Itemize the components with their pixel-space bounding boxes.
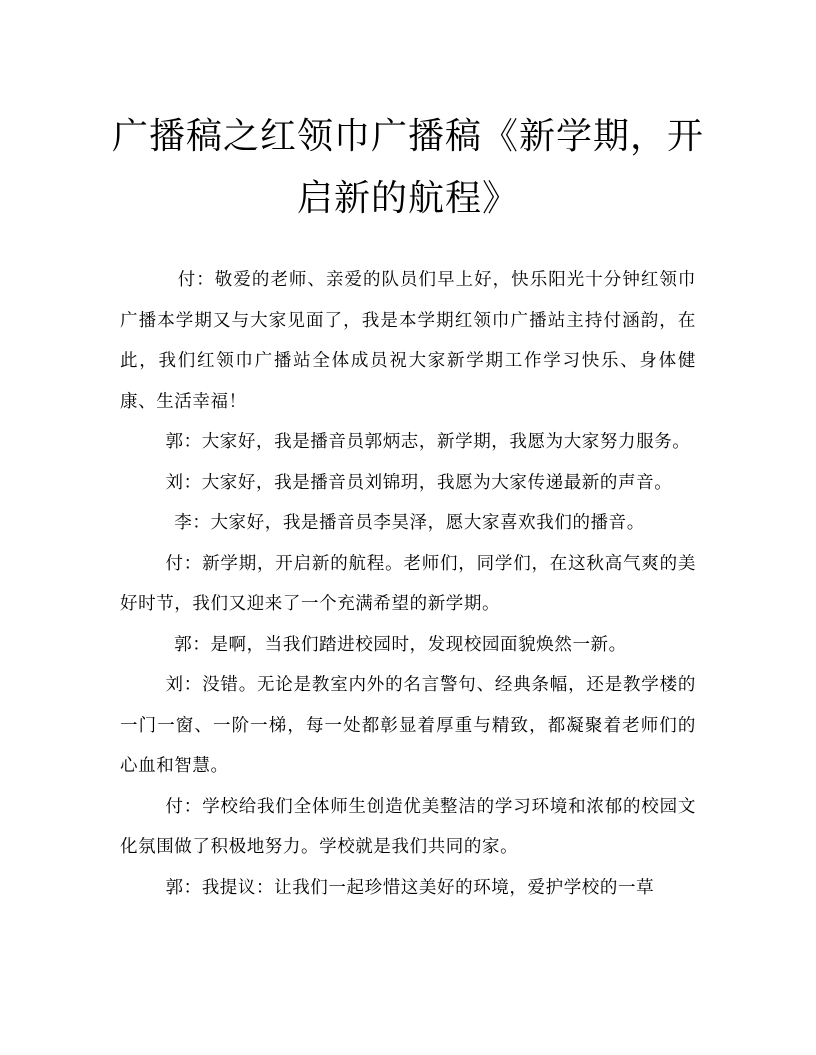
paragraph-fu-environment: 付：学校给我们全体师生创造优美整洁的学习环境和浓郁的校园文化氛围做了积极地努力。学校就是我们共同的家。	[120, 796, 696, 857]
paragraph-intro-fu: 付：敬爱的老师、亲爱的队员们早上好，快乐阳光十分钟红领巾广播本学期又与大家见面了，我是本学期红领巾广播站主持付涵韵，在此，我们红领巾广播站全体成员祝大家新学期工作学习快乐、身体健康、生活幸福！	[120, 270, 696, 412]
paragraph-liu-details: 刘：没错。无论是教室内外的名言警句、经典条幅，还是教学楼的一门一窗、一阶一梯，每一处都彰显着厚重与精致，都凝聚着老师们的心血和智慧。	[120, 675, 696, 776]
paragraph-guo-proposal: 郭：我提议：让我们一起珍惜这美好的环境，爱护学校的一草	[165, 877, 655, 898]
paragraph-guo-campus: 郭：是啊，当我们踏进校园时，发现校园面貌焕然一新。	[174, 634, 627, 655]
paragraph-liu-intro: 刘：大家好，我是播音员刘锦玥，我愿为大家传递最新的声音。	[165, 472, 673, 493]
document-body	[120, 260, 696, 908]
paragraph-li-intro: 李：大家好，我是播音员李昊泽，愿大家喜欢我们的播音。	[174, 513, 645, 533]
document-title: 广播稿之红领巾广播稿《新学期，开启新的航程》	[112, 116, 705, 219]
paragraph-guo-intro: 郭：大家好，我是播音员郭炳志，新学期，我愿为大家努力服务。	[165, 432, 691, 452]
paragraph-fu-new-term: 付：新学期，开启新的航程。老师们，同学们，在这秋高气爽的美好时节，我们又迎来了一个充满希望的新学期。	[120, 553, 696, 614]
